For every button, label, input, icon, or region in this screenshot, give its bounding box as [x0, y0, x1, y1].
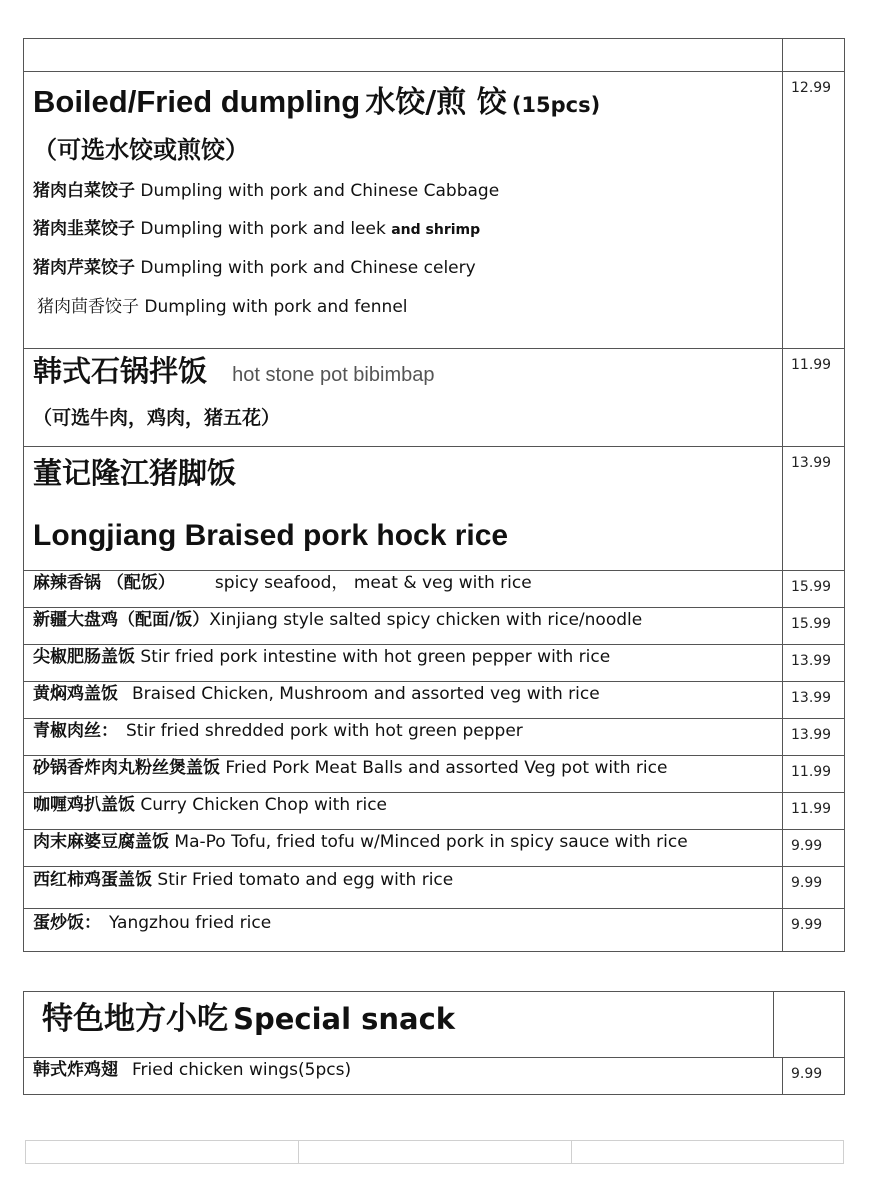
menu-item: 咖喱鸡扒盖饭 Curry Chicken Chop with rice 11.99	[24, 793, 845, 830]
price: 13.99	[783, 447, 845, 571]
price: 11.99	[783, 793, 845, 830]
price: 15.99	[783, 608, 845, 645]
dumpling-option: 猪肉茴香饺子 Dumpling with pork and fennel	[37, 297, 408, 317]
menu-item-dumpling	[24, 72, 845, 349]
menu-item: 肉末麻婆豆腐盖饭 Ma-Po Tofu, fried tofu w/Minced pork in spicy sauce with rice 9.99	[24, 830, 845, 867]
menu-item-chicken-wings: 韩式炸鸡翅 Fried chicken wings(5pcs) 9.99	[24, 1058, 845, 1095]
menu-item: 黄焖鸡盖饭 Braised Chicken, Mushroom and assorted veg with rice 13.99	[24, 682, 845, 719]
snack-title-cn: 特色地方小吃	[42, 1001, 228, 1037]
price: 13.99	[783, 645, 845, 682]
dumpling-subtitle: （可选水饺或煎饺）	[33, 136, 249, 164]
dumpling-title	[33, 82, 782, 122]
price: 9.99	[783, 1058, 845, 1095]
header-row	[24, 39, 845, 72]
snack-header-divider	[773, 992, 774, 1057]
dumpling-option: 猪肉芹菜饺子 Dumpling with pork and Chinese celery	[33, 258, 476, 278]
menu-item: 蛋炒饭： Yangzhou fried rice 9.99	[24, 909, 845, 952]
pork-hock-title-cn: 董记隆江猪脚饭	[33, 456, 237, 490]
bibimbap-title-en: hot stone pot bibimbap	[232, 364, 435, 386]
menu-item: 西红柿鸡蛋盖饭 Stir Fried tomato and egg with rice 9.99	[24, 867, 845, 909]
snack-title-en: Special snack	[233, 1002, 456, 1036]
price: 11.99	[783, 756, 845, 793]
price: 13.99	[783, 719, 845, 756]
bibimbap-title	[33, 353, 782, 389]
menu-item-pork-hock	[24, 447, 845, 571]
snack-header-row	[24, 992, 845, 1058]
price: 15.99	[783, 571, 845, 608]
price: 9.99	[783, 830, 845, 867]
dumpling-title-en: Boiled/Fried dumpling	[33, 84, 361, 119]
menu-item: 尖椒肥肠盖饭 Stir fried pork intestine with hot green pepper with rice 13.99	[24, 645, 845, 682]
empty-row	[26, 1141, 844, 1164]
price: 13.99	[783, 682, 845, 719]
menu-item: 青椒肉丝： Stir fried shredded pork with hot green pepper 13.99	[24, 719, 845, 756]
snack-title	[24, 997, 844, 1041]
dumpling-title-qty: (15pcs)	[511, 93, 601, 117]
dumpling-option: 猪肉韭菜饺子 Dumpling with pork and leek and shrimp	[33, 219, 481, 239]
main-menu-table	[23, 38, 845, 952]
menu-item: 麻辣香锅 （配饭） spicy seafood， meat & veg with rice 15.99	[24, 571, 845, 608]
bibimbap-title-cn: 韩式石锅拌饭	[33, 354, 208, 388]
price: 9.99	[783, 867, 845, 909]
menu-item-bibimbap	[24, 349, 845, 447]
price: 9.99	[783, 909, 845, 952]
bibimbap-subtitle: （可选牛肉，鸡肉，猪五花）	[33, 407, 281, 429]
menu-item: 砂锅香炸肉丸粉丝煲盖饭 Fried Pork Meat Balls and assorted Veg pot with rice 11.99	[24, 756, 845, 793]
dumpling-title-cn: 水饺/煎 饺	[365, 85, 507, 120]
empty-table	[25, 1140, 844, 1164]
snack-table	[23, 991, 845, 1095]
price: 11.99	[783, 349, 845, 447]
pork-hock-title-en: Longjiang Braised pork hock rice	[33, 519, 509, 552]
menu-item: 新疆大盘鸡（配面/饭）Xinjiang style salted spicy chicken with rice/noodle 15.99	[24, 608, 845, 645]
price: 12.99	[783, 72, 845, 349]
dumpling-option: 猪肉白菜饺子 Dumpling with pork and Chinese Cabbage	[33, 181, 500, 201]
